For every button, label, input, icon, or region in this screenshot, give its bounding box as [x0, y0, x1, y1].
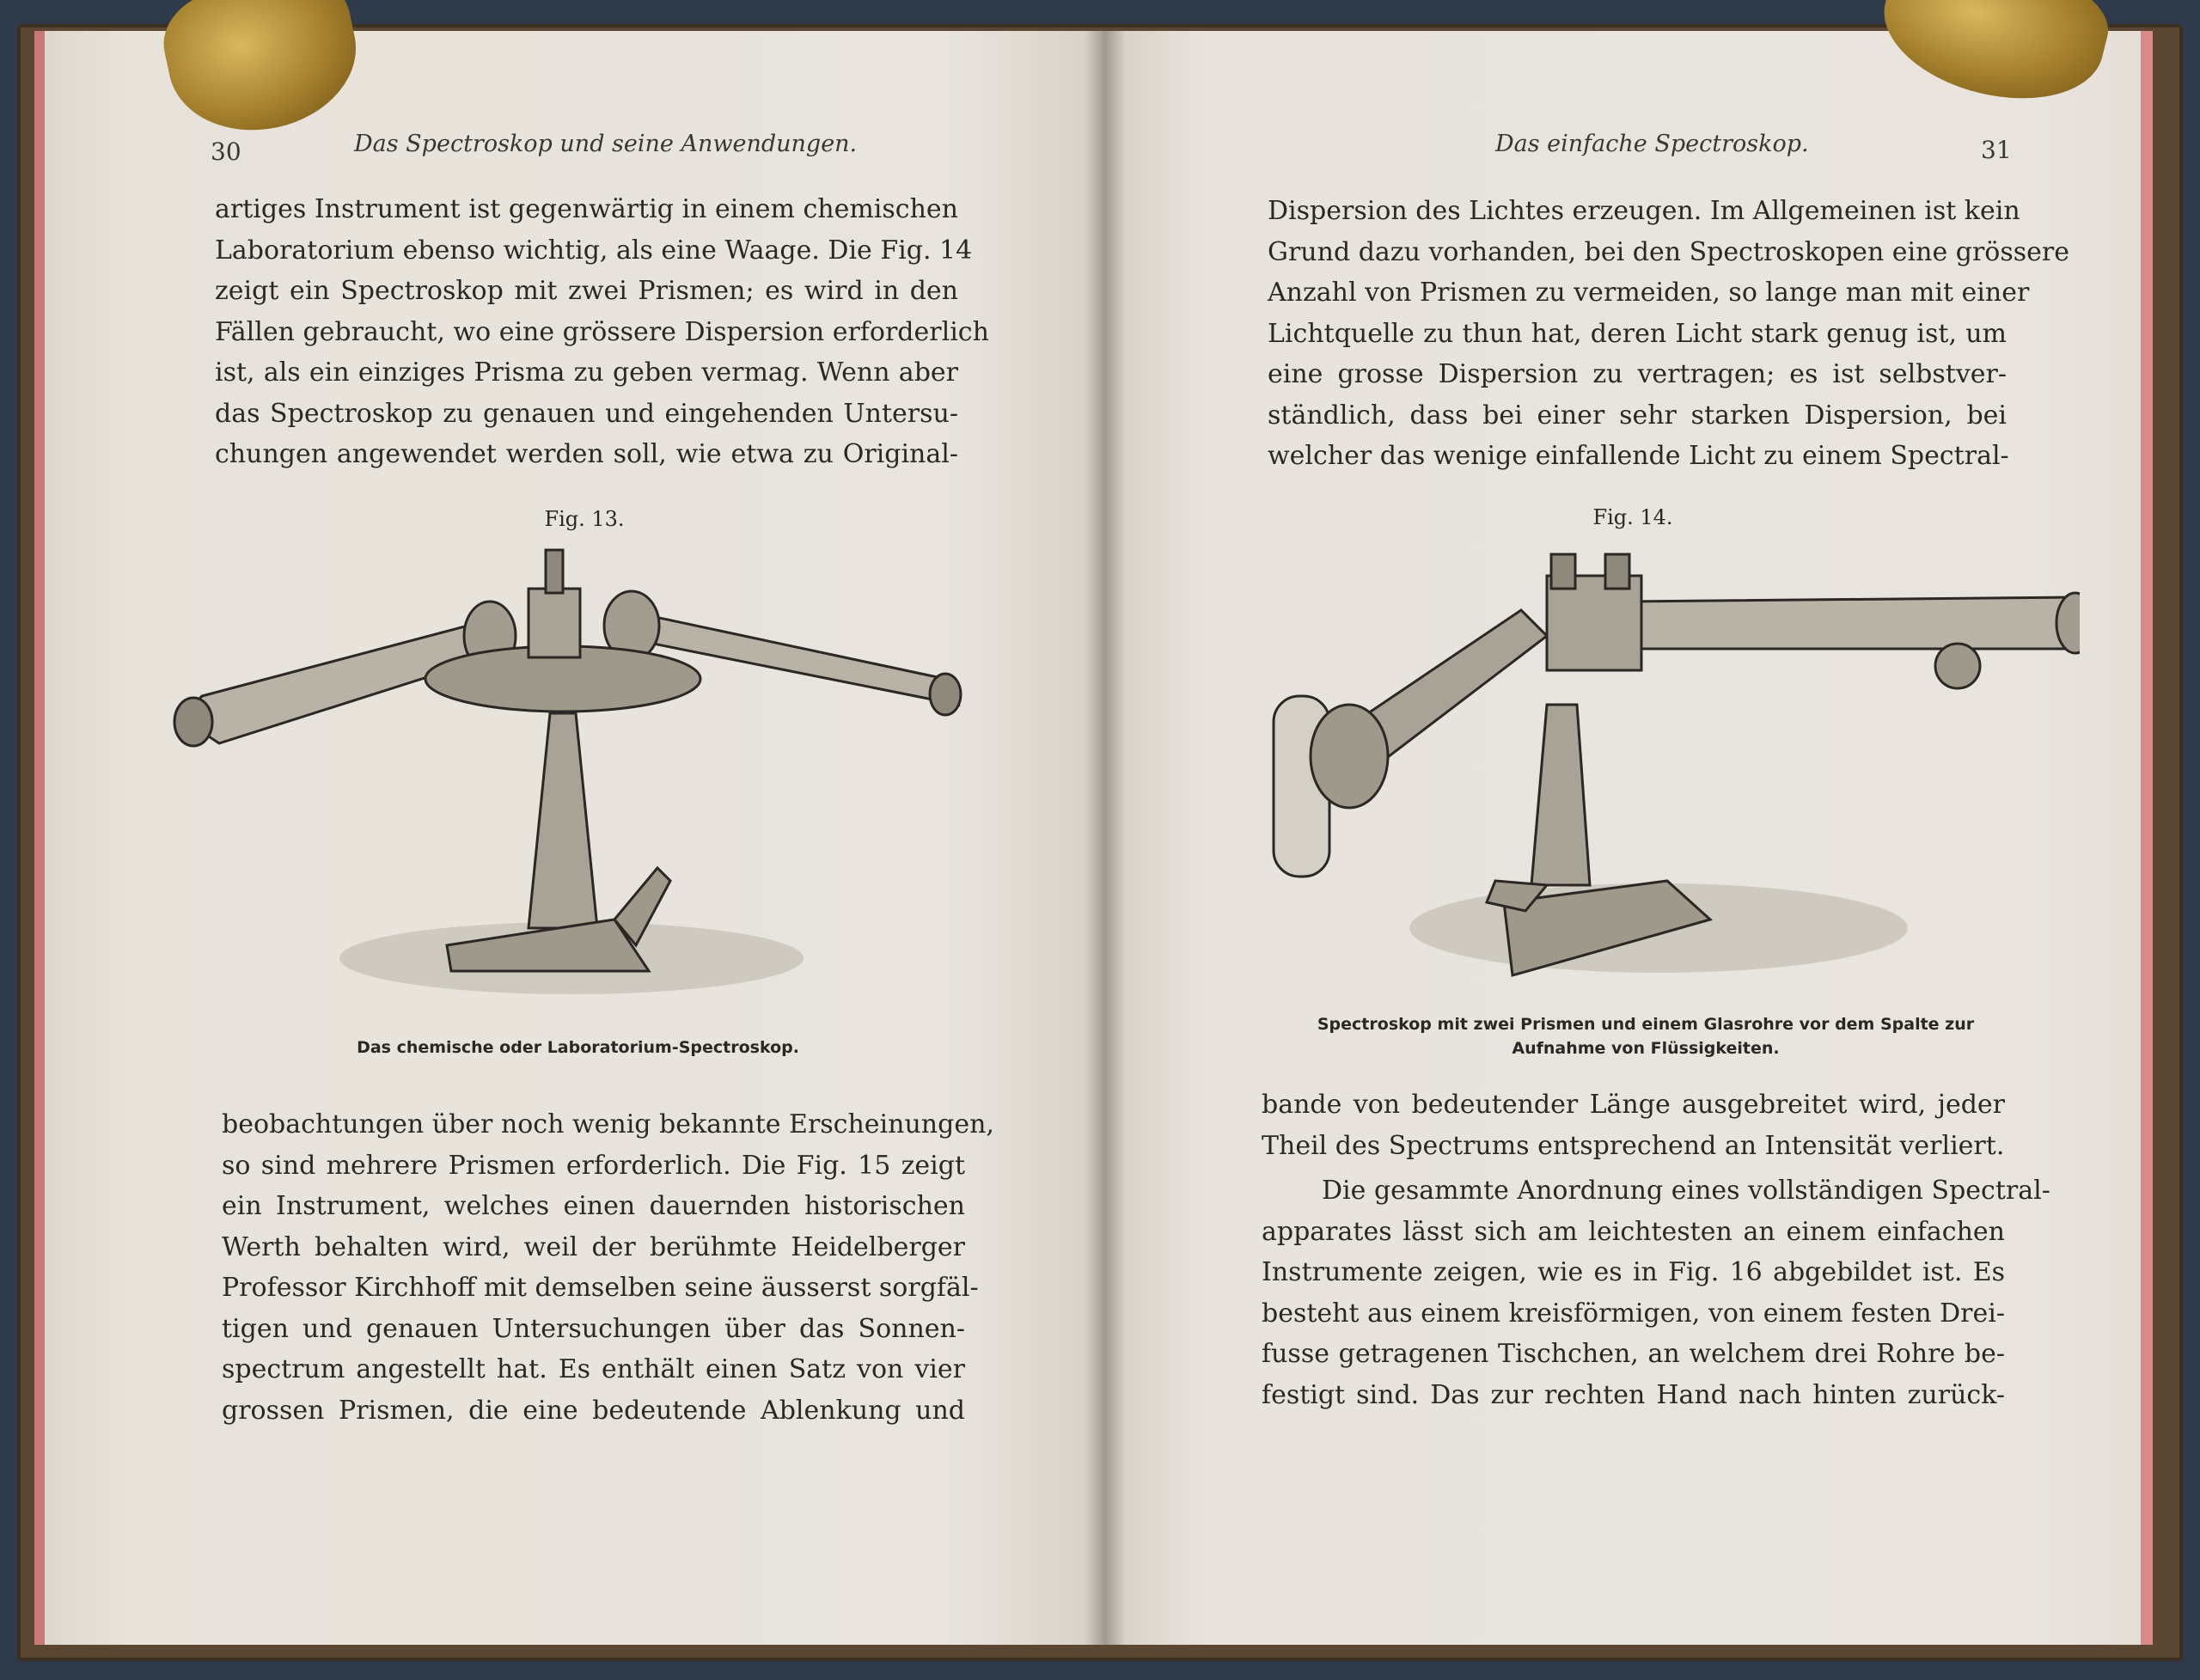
page-number-left: 30: [211, 137, 241, 166]
figure-13-spectroscope-illustration: [168, 541, 971, 1005]
text-line: welcher das wenige einfallende Licht zu einem Spectral-: [1268, 441, 2009, 471]
text-line: so sind mehrere Prismen erforderlich. Die Fig. 15 zeigt: [222, 1150, 965, 1181]
text-line: eine grosse Dispersion zu vertragen; es ist selbstver-: [1268, 359, 2007, 389]
text-line: apparates lässt sich am leichtesten an einem einfachen: [1262, 1216, 2005, 1247]
figure-caption-14: [1272, 1012, 2020, 1060]
right-paragraph-2: [1262, 1084, 2005, 1166]
text-line: besteht aus einem kreisförmigen, von einem festen Drei-: [1262, 1298, 2005, 1329]
text-line: Fällen gebraucht, wo eine grössere Dispersion erforderlich: [215, 316, 989, 347]
right-paragraph-3: [1262, 1170, 2050, 1415]
text-line: chungen angewendet werden soll, wie etwa zu Original-: [215, 439, 958, 469]
text-line: tigen und genauen Untersuchungen über das Sonnen-: [222, 1313, 965, 1344]
text-line: ist, als ein einziges Prisma zu geben vermag. Wenn aber: [215, 357, 958, 388]
text-line: Professor Kirchhoff mit demselben seine äusserst sorgfäl-: [222, 1273, 979, 1303]
text-line: ein Instrument, welches einen dauernden historischen: [222, 1191, 965, 1221]
text-line: Theil des Spectrums entsprechend an Intensität verliert.: [1262, 1130, 2005, 1161]
text-line: Grund dazu vorhanden, bei den Spectroskopen eine grössere: [1268, 236, 2070, 267]
figure-caption-14-line-1: Spectroskop mit zwei Prismen und einem Glasrohre vor dem Spalte zur: [1317, 1015, 1975, 1034]
text-line: Die gesammte Anordnung eines vollständigen Spectral-: [1322, 1176, 2050, 1206]
page-number-right: 31: [1981, 136, 2012, 164]
text-line: festigt sind. Das zur rechten Hand nach hinten zurück-: [1262, 1379, 2005, 1410]
text-line: Lichtquelle zu thun hat, deren Licht stark genug ist, um: [1268, 318, 2007, 349]
text-line: Instrumente zeigen, wie es in Fig. 16 abgebildet ist. Es: [1262, 1257, 2005, 1287]
figure-label-14: Fig. 14.: [1592, 505, 1673, 529]
text-line: das Spectroskop zu genauen und eingehenden Untersu-: [215, 398, 958, 429]
figure-caption-13: Das chemische oder Laboratorium-Spectroskop.: [357, 1038, 799, 1057]
figure-caption-14-line-2: Aufnahme von Flüssigkeiten.: [1512, 1039, 1780, 1058]
text-line: Laboratorium ebenso wichtig, als eine Waage. Die Fig. 14: [215, 235, 973, 266]
text-line: artiges Instrument ist gegenwärtig in einem chemischen: [215, 194, 958, 224]
left-paragraph-2: [222, 1104, 994, 1431]
text-line: grossen Prismen, die eine bedeutende Ablenkung und: [222, 1395, 965, 1426]
running-head-right: Das einfache Spectroskop.: [1495, 131, 1809, 157]
figure-14-spectroscope-illustration: [1263, 541, 2080, 997]
text-line: zeigt ein Spectroskop mit zwei Prismen; es wird in den: [215, 276, 958, 306]
running-head-left: Das Spectroskop und seine Anwendungen.: [354, 131, 858, 157]
text-line: bande von bedeutender Länge ausgebreitet wird, jeder: [1262, 1090, 2005, 1120]
text-line: beobachtungen über noch wenig bekannte Erscheinungen,: [222, 1109, 994, 1139]
book-gutter: [1085, 31, 1126, 1645]
text-line: Werth behalten wird, weil der berühmte Heidelberger: [222, 1231, 965, 1262]
text-line: fusse getragenen Tischchen, an welchem drei Rohre be-: [1262, 1339, 2005, 1369]
right-paragraph-1: [1268, 191, 2070, 477]
text-line: ständlich, dass bei einer sehr starken Dispersion, bei: [1268, 400, 2007, 431]
text-line: Anzahl von Prismen zu vermeiden, so lange man mit einer: [1268, 278, 2030, 308]
text-line: spectrum angestellt hat. Es enthält einen Satz von vier: [222, 1354, 965, 1384]
left-paragraph-1: [215, 189, 989, 475]
text-line: Dispersion des Lichtes erzeugen. Im Allgemeinen ist kein: [1268, 196, 2020, 226]
figure-label-13: Fig. 13.: [544, 507, 625, 531]
